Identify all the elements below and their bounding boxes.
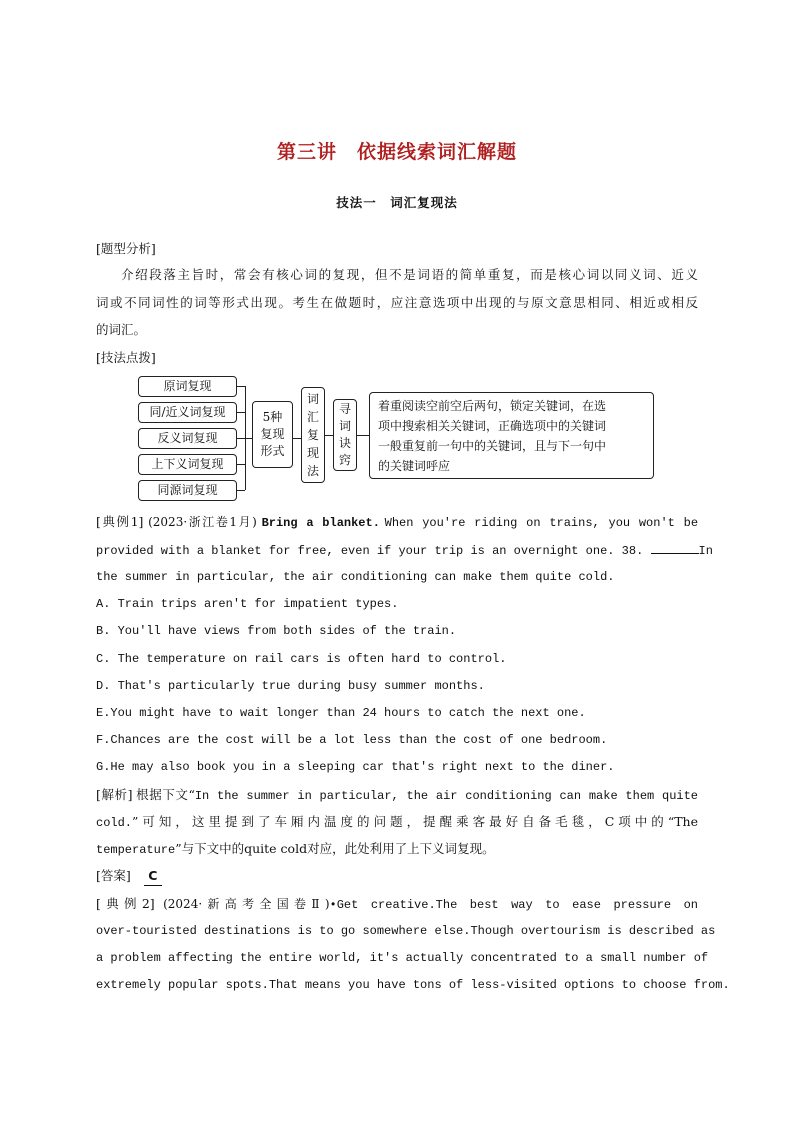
explanation-line-2 <box>96 813 698 832</box>
example1-label: [典例1] <box>96 514 144 529</box>
connector <box>325 435 333 436</box>
tips-heading: [技法点拨] <box>96 350 156 365</box>
page-title: 第三讲 依据线索词汇解题 <box>276 141 517 163</box>
example1-text: provided with a blanket for free, even if your trip is an overnight one. 38. <box>96 544 644 558</box>
example2-label: [典例2] <box>96 896 155 911</box>
example2-line-4: extremely popular spots.That means you have tons of less-visited options to choose from. <box>96 978 730 992</box>
method-char: 法 <box>306 464 319 478</box>
type-antonym: 反义词复现 <box>138 428 237 449</box>
analysis-heading: [题型分析] <box>96 241 156 256</box>
example1-source: (2023·浙江卷1月) <box>148 515 257 529</box>
connector <box>237 386 245 387</box>
example2-source: (2024·新高考全国卷Ⅱ) <box>163 897 330 911</box>
forms-label-3: 形式 <box>260 444 285 458</box>
example2-line-2: over-touristed destinations is to go somewhere else.Though overtourism is described as <box>96 924 716 938</box>
explanation-text: cold. <box>96 816 133 830</box>
type-cognate: 同源词复现 <box>138 480 237 501</box>
answer-label: [答案] <box>96 868 131 883</box>
connector <box>357 435 369 436</box>
option-b: B. You'll have views from both sides of the train. <box>96 624 457 638</box>
answer-line <box>96 867 698 886</box>
option-a: A. Train trips aren't for impatient types. <box>96 597 399 611</box>
connector <box>237 412 245 413</box>
tip-char: 窍 <box>338 453 351 467</box>
example2-line-3: a problem affecting the entire world, it's actually concentrated to a small number of <box>96 951 709 965</box>
answer-value: C <box>144 867 162 886</box>
forms-label-1: 5种 <box>262 410 283 424</box>
answer-blank <box>651 541 699 554</box>
option-f: F.Chances are the cost will be a lot less than the cost of one bedroom. <box>96 733 608 747</box>
example2-text: •Get creative.The best way to ease pressure on <box>329 898 699 912</box>
tip-char: 词 <box>338 419 351 433</box>
explanation-line-3 <box>96 840 698 859</box>
analysis-line-3: 的词汇。 <box>96 322 147 337</box>
option-g: G.He may also book you in a sleeping car that's right next to the diner. <box>96 760 615 774</box>
explanation-text: ”与下文中的quite cold对应，此处利用了上下义词复现。 <box>175 841 495 856</box>
method-char: 复 <box>306 428 319 442</box>
tip-text-line: 着重阅读空前空后两句，锁定关键词，在选 <box>378 399 607 413</box>
tip-char: 诀 <box>338 436 351 450</box>
tip-char: 寻 <box>338 402 351 416</box>
explanation-text: temperature <box>96 843 176 857</box>
type-hypernym: 上下义词复现 <box>138 454 237 475</box>
analysis-line-1: 介绍段落主旨时，常会有核心词的复现，但不是词语的简单重复，而是核心词以同义词、近义 <box>121 267 698 282</box>
example1-text: In <box>698 544 713 558</box>
explanation-text: 根据下文“ <box>136 787 195 802</box>
tip-text-line: 一般重复前一句中的关键词，且与下一句中 <box>378 439 607 453</box>
section-subtitle: 技法一 词汇复现法 <box>336 195 458 210</box>
option-c: C. The temperature on rail cars is often hard to control. <box>96 652 507 666</box>
example1-line-1 <box>96 513 698 532</box>
explanation-text: In the summer in particular, the air conditioning can make them quite <box>194 789 698 803</box>
analysis-line-2: 词或不同词性的词等形式出现。考生在做题时，应注意选项中出现的与原文意思相同、相近或相反 <box>96 295 698 310</box>
example1-heading: Bring a blanket. <box>261 516 380 530</box>
connector <box>245 386 246 490</box>
tip-text-line: 的关键词呼应 <box>378 459 451 473</box>
tip-text-box <box>369 392 654 479</box>
explanation-line-1 <box>96 786 698 805</box>
option-d: D. That's particularly true during busy summer months. <box>96 679 485 693</box>
explanation-text: ”可知，这里提到了车厢内温度的问题，提醒乘客最好自备毛毯，C项中的“The <box>132 814 698 829</box>
example1-line-2 <box>96 541 713 560</box>
type-original-word: 原词复现 <box>138 376 237 397</box>
explanation-label: [解析] <box>96 787 133 802</box>
tip-label-box <box>333 399 357 471</box>
option-e: E.You might have to wait longer than 24 hours to catch the next one. <box>96 706 586 720</box>
tip-text-line: 项中搜索相关关键词，正确选项中的关键词 <box>378 419 607 433</box>
forms-box <box>252 401 293 468</box>
method-char: 词 <box>306 392 319 406</box>
type-synonym: 同/近义词复现 <box>138 402 237 423</box>
method-char: 汇 <box>306 410 319 424</box>
example1-line-3: the summer in particular, the air conditioning can make them quite cold. <box>96 570 615 584</box>
connector <box>237 490 245 491</box>
connector <box>237 464 245 465</box>
connector <box>293 438 301 439</box>
method-box <box>301 387 325 483</box>
forms-label-2: 复现 <box>260 427 285 441</box>
method-char: 现 <box>306 446 319 460</box>
example2-line-1 <box>96 895 698 914</box>
example1-text: When you're riding on trains, you won't be <box>384 516 699 530</box>
